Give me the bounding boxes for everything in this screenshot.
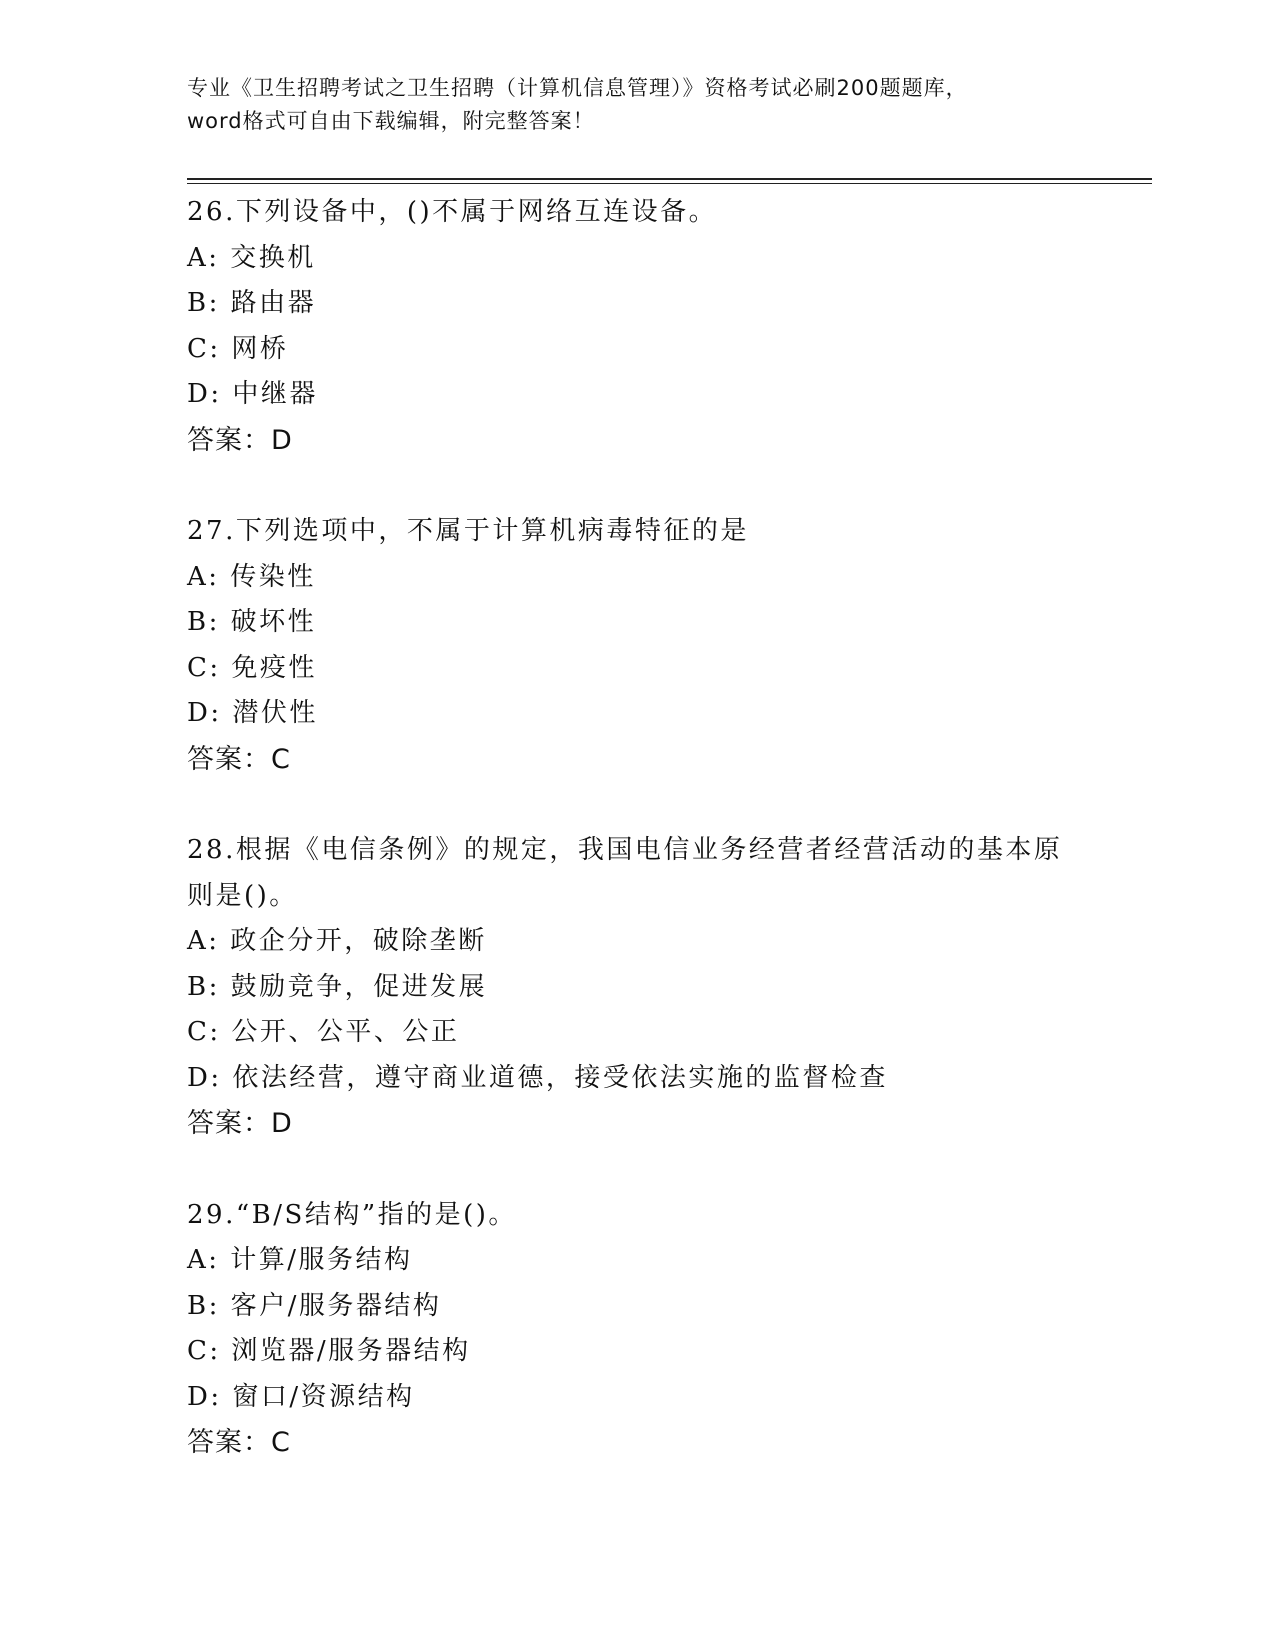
document-header [187, 72, 1077, 138]
question-stem: 29.“B/S结构”指的是()。 [187, 1199, 517, 1230]
question-27 [187, 509, 1117, 782]
option-d: D: 窗口/资源结构 [187, 1381, 415, 1412]
option-b: B: 客户/服务器结构 [187, 1290, 442, 1321]
option-d: D: 潜伏性 [187, 698, 318, 728]
answer-label: 答案：D [187, 424, 293, 456]
option-c: C: 公开、公平、公正 [187, 1017, 460, 1047]
answer-label: 答案：C [187, 743, 291, 775]
option-c: C: 网桥 [187, 333, 289, 364]
option-c: C: 免疫性 [187, 652, 317, 683]
question-stem-continued: 则是()。 [187, 880, 298, 911]
question-29 [187, 1193, 1117, 1466]
option-b: B: 路由器 [187, 288, 317, 318]
option-d: D: 依法经营，遵守商业道德，接受依法实施的监督检查 [187, 1062, 888, 1093]
header-line-1: 专业《卫生招聘考试之卫生招聘（计算机信息管理）》资格考试必刷200题题库， [187, 76, 968, 100]
question-stem: 26.下列设备中，()不属于网络互连设备。 [187, 197, 718, 227]
option-a: A: 传染性 [187, 561, 316, 592]
question-list [187, 190, 1117, 1512]
question-28 [187, 828, 1117, 1147]
option-c: C: 浏览器/服务器结构 [187, 1336, 471, 1366]
option-b: B: 鼓励竞争，促进发展 [187, 971, 488, 1002]
option-a: A: 计算/服务结构 [187, 1245, 413, 1275]
question-stem: 28.根据《电信条例》的规定，我国电信业务经营者经营活动的基本原 [187, 835, 1063, 865]
option-d: D: 中继器 [187, 379, 318, 409]
header-divider-thick [187, 178, 1152, 180]
option-a: A: 交换机 [187, 242, 316, 273]
header-divider-thin [187, 183, 1152, 184]
option-b: B: 破坏性 [187, 607, 317, 637]
answer-label: 答案：D [187, 1108, 293, 1139]
option-a: A: 政企分开，破除垄断 [187, 926, 487, 956]
header-line-2: word格式可自由下载编辑，附完整答案！ [187, 109, 595, 133]
question-26 [187, 190, 1117, 463]
question-stem: 27.下列选项中，不属于计算机病毒特征的是 [187, 516, 749, 546]
answer-label: 答案：C [187, 1427, 291, 1458]
